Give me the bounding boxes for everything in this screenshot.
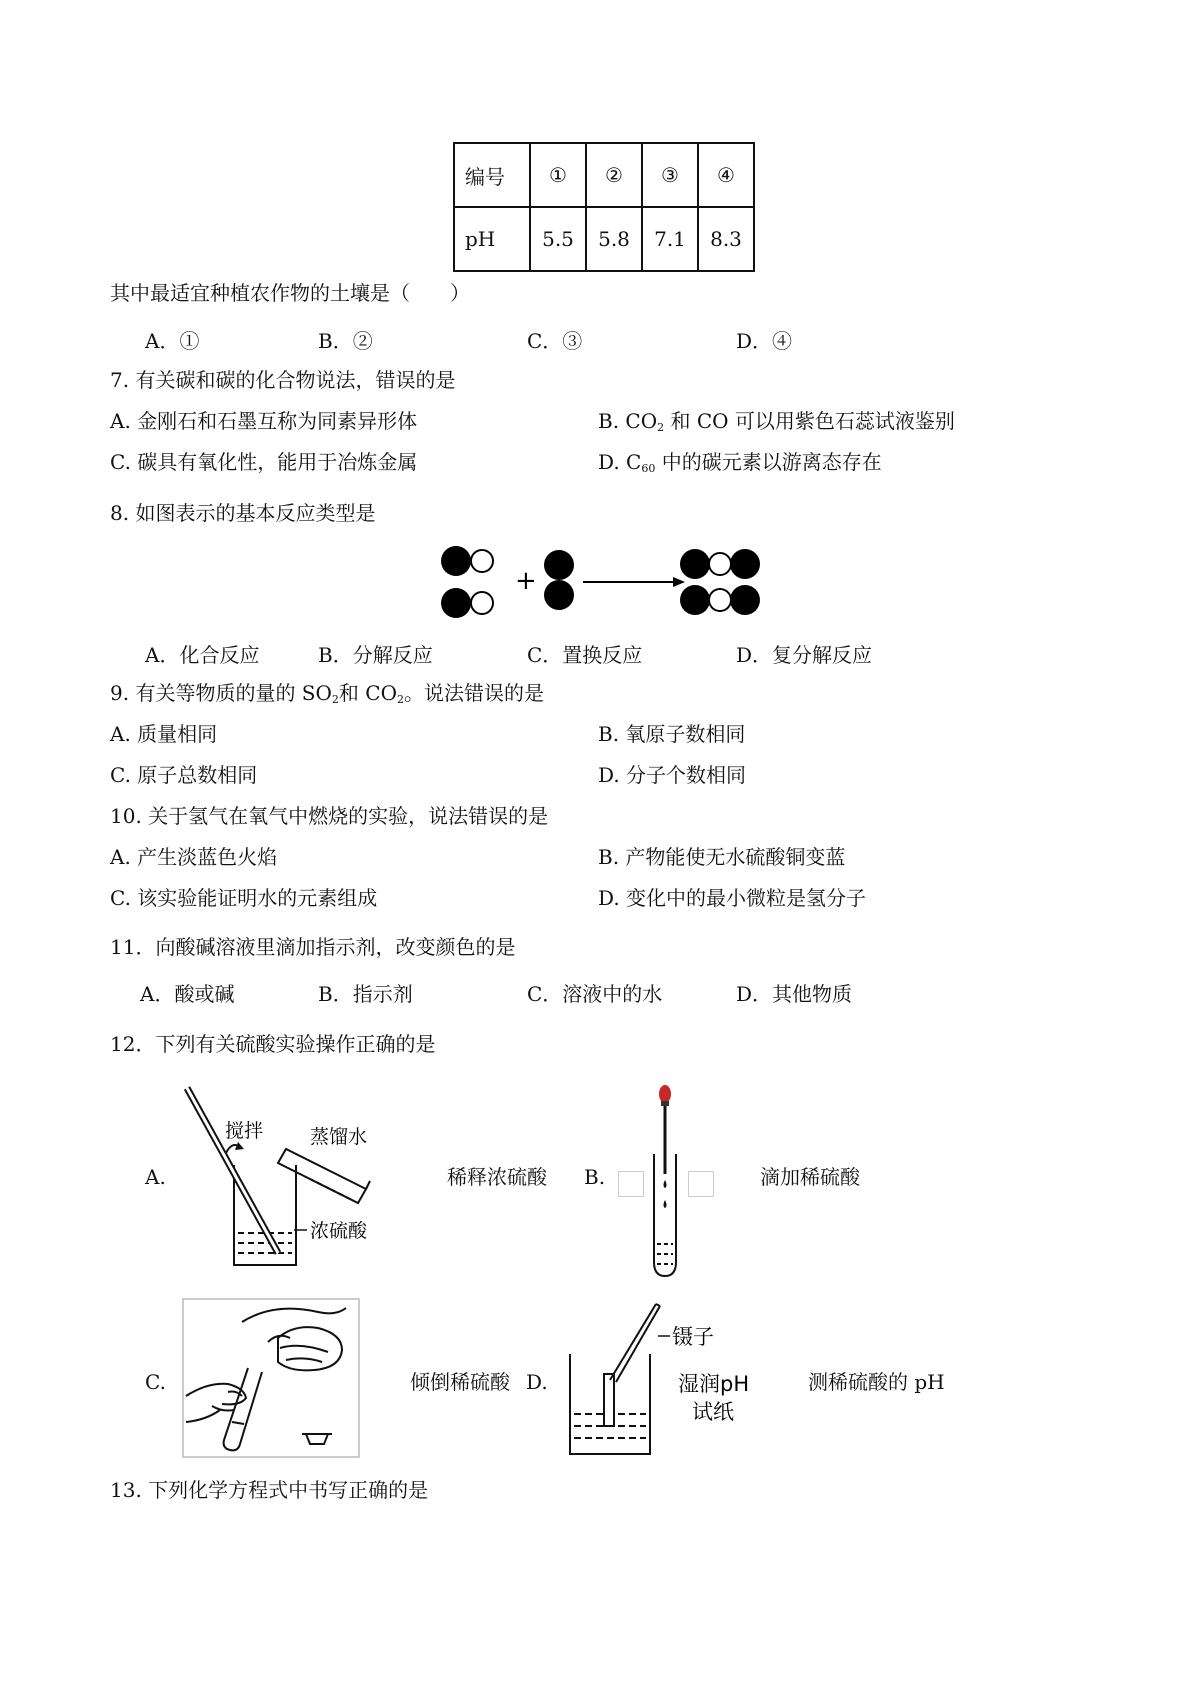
tweezers-icon xyxy=(610,1304,660,1382)
q7-b-text: B. CO xyxy=(598,409,658,433)
q9-option-a[interactable]: A. 质量相同 xyxy=(110,722,218,746)
reaction-diagram xyxy=(435,540,765,620)
placeholder-box xyxy=(688,1171,714,1197)
q10-stem: 10. 关于氢气在氧气中燃烧的实验，说法错误的是 xyxy=(110,804,549,828)
ph-paper-label-line1: 湿润pH xyxy=(678,1372,750,1396)
q12-option-c-letter[interactable]: C. xyxy=(145,1370,166,1394)
table-cell: 8.3 xyxy=(698,207,754,271)
q10-option-b[interactable]: B. 产物能使无水硫酸铜变蓝 xyxy=(598,845,846,869)
q10-option-c[interactable]: C. 该实验能证明水的元素组成 xyxy=(110,886,378,910)
beaker xyxy=(234,1165,296,1265)
table-cell: 7.1 xyxy=(642,207,698,271)
q7-d-text: 中的碳元素以游离态存在 xyxy=(655,450,882,474)
q9-text: 9. 有关等物质的量的 SO xyxy=(110,681,332,705)
reactant-molecule-1 xyxy=(441,546,493,576)
q7-option-d[interactable] xyxy=(598,452,882,474)
ph-table xyxy=(453,142,755,272)
q9-stem xyxy=(110,683,544,705)
q12-option-a-caption: 稀释浓硫酸 xyxy=(447,1165,547,1189)
q12-option-b-letter[interactable]: B. xyxy=(584,1165,606,1189)
q13-stem: 13. 下列化学方程式中书写正确的是 xyxy=(110,1478,429,1502)
drop-icon xyxy=(664,1200,667,1208)
tweezers-label: 镊子 xyxy=(672,1325,714,1349)
table-cell: pH xyxy=(454,207,530,271)
table-header-cell: ④ xyxy=(698,143,754,207)
q7-option-b[interactable] xyxy=(598,411,955,433)
reactant-molecule-3 xyxy=(544,550,574,610)
figure-frame xyxy=(183,1299,359,1457)
q11-stem: 11．向酸碱溶液里滴加指示剂，改变颜色的是 xyxy=(110,935,516,959)
ph-paper-icon xyxy=(604,1374,614,1426)
table-header-cell: ③ xyxy=(642,143,698,207)
q9-text: 和 CO xyxy=(338,681,397,705)
product-molecule-2 xyxy=(680,585,760,615)
q8-option-b[interactable]: B．分解反应 xyxy=(318,643,433,667)
dropper-icon xyxy=(659,1085,671,1174)
glass-rod xyxy=(187,1088,278,1253)
dilution-figure xyxy=(170,1085,400,1270)
drop-icon xyxy=(664,1180,667,1188)
q12-stem: 12．下列有关硫酸实验操作正确的是 xyxy=(110,1032,436,1056)
q8-option-d[interactable]: D．复分解反应 xyxy=(736,643,873,667)
q7-option-a[interactable]: A. 金刚石和石墨互称为同素异形体 xyxy=(110,409,418,433)
q10-option-d[interactable]: D. 变化中的最小微粒是氢分子 xyxy=(598,886,867,910)
table-header-cell: 编号 xyxy=(454,143,530,207)
product-molecule-1 xyxy=(680,549,760,579)
placeholder-box xyxy=(618,1171,644,1197)
q12-option-d-caption: 测稀硫酸的 pH xyxy=(808,1370,945,1394)
q8-option-c[interactable]: C．置换反应 xyxy=(527,643,643,667)
tilted-test-tube xyxy=(278,1149,370,1203)
q9-subscript: 2 xyxy=(396,693,404,706)
q7-d-subscript: 60 xyxy=(641,462,656,475)
q10-option-a[interactable]: A. 产生淡蓝色火焰 xyxy=(110,845,278,869)
ph-paper-label-line2: 试纸 xyxy=(692,1400,734,1424)
plus-sign: + xyxy=(515,566,537,596)
q6-option-b[interactable]: B．② xyxy=(318,329,373,353)
q7-b-text: 和 CO 可以用紫色石蕊试液鉴别 xyxy=(664,409,955,433)
q12-option-d-letter[interactable]: D. xyxy=(526,1370,548,1394)
q7-d-text: D. C xyxy=(598,450,642,474)
q11-option-b[interactable]: B．指示剂 xyxy=(318,982,413,1006)
q6-option-c[interactable]: C．③ xyxy=(527,329,583,353)
dropper-figure xyxy=(645,1082,685,1282)
q6-option-a[interactable]: A．① xyxy=(145,329,200,353)
q9-text: 。说法错误的是 xyxy=(403,681,544,705)
q11-option-a[interactable]: A．酸或碱 xyxy=(140,982,235,1006)
q6-option-d[interactable]: D．④ xyxy=(736,329,793,353)
table-header-cell: ① xyxy=(530,143,586,207)
table-header-cell: ② xyxy=(586,143,642,207)
q7-option-c[interactable]: C. 碳具有氧化性，能用于冶炼金属 xyxy=(110,450,418,474)
ph-test-figure xyxy=(560,1296,770,1466)
stir-label: 搅拌 xyxy=(225,1120,264,1142)
table-row xyxy=(454,207,754,271)
reactant-molecule-2 xyxy=(441,588,493,618)
q7-b-subscript: 2 xyxy=(657,421,665,434)
table-header-row xyxy=(454,143,754,207)
table-cell: 5.5 xyxy=(530,207,586,271)
q9-option-c[interactable]: C. 原子总数相同 xyxy=(110,763,258,787)
q11-option-c[interactable]: C．溶液中的水 xyxy=(527,982,663,1006)
table-cell: 5.8 xyxy=(586,207,642,271)
q8-option-a[interactable]: A．化合反应 xyxy=(145,643,260,667)
q9-option-d[interactable]: D. 分子个数相同 xyxy=(598,763,747,787)
q9-subscript: 2 xyxy=(331,693,339,706)
reaction-arrow xyxy=(583,577,685,587)
q9-option-b[interactable]: B. 氧原子数相同 xyxy=(598,722,746,746)
pouring-figure xyxy=(182,1298,360,1458)
q8-stem: 8. 如图表示的基本反应类型是 xyxy=(110,501,376,525)
conc-acid-label: 浓硫酸 xyxy=(310,1220,368,1242)
q11-option-d[interactable]: D．其他物质 xyxy=(736,982,853,1006)
q6-stem: 其中最适宜种植农作物的土壤是（ ） xyxy=(110,281,470,305)
q12-option-b-caption: 滴加稀硫酸 xyxy=(760,1165,860,1189)
q12-option-c-caption: 倾倒稀硫酸 xyxy=(410,1370,510,1394)
q12-option-a-letter[interactable]: A. xyxy=(145,1165,166,1189)
distilled-water-label: 蒸馏水 xyxy=(310,1126,368,1148)
q7-stem: 7. 有关碳和碳的化合物说法，错误的是 xyxy=(110,368,456,392)
